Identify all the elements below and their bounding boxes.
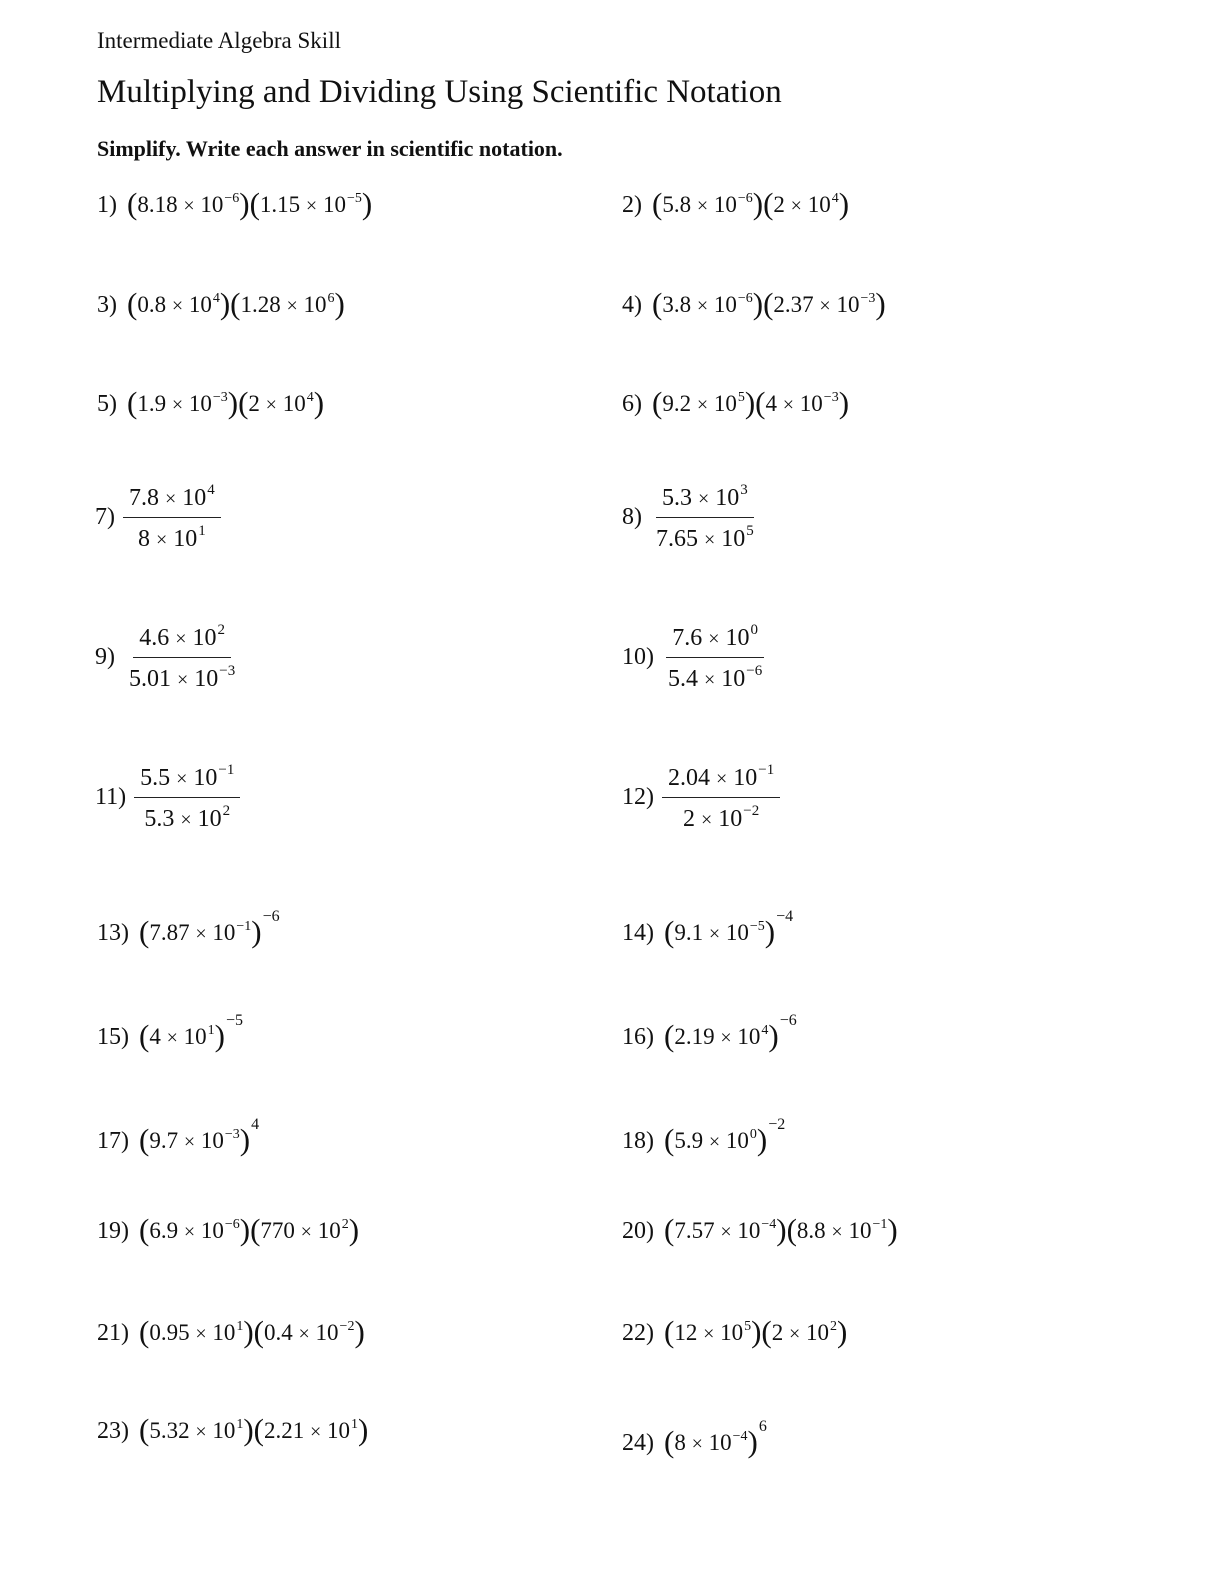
product-expression: $(6.9 \times 10^{-6})(770 \times 10^2)$: [139, 1212, 360, 1247]
course-subtitle: Intermediate Algebra Skill: [97, 28, 341, 53]
numerator: $5.5 \times 10^{-1}$: [134, 762, 240, 798]
exponent: 1: [198, 523, 206, 539]
problem-number: 3): [97, 292, 117, 318]
coefficient: 2: [773, 192, 785, 217]
problem-2: [622, 186, 849, 222]
problem-24: [622, 1418, 767, 1460]
product-expression: $(7.57 \times 10^{-4})(8.8 \times 10^{-1})$: [664, 1212, 898, 1247]
exponent: −5: [346, 191, 362, 206]
product-expression: $(9.2 \times 10^5)(4 \times 10^{-3})$: [652, 385, 850, 420]
power-expression: $(7.87 \times 10^{-1})^{-6}$: [139, 908, 280, 949]
coefficient: 2: [771, 1320, 784, 1345]
exponent: 5: [737, 390, 745, 405]
power-expression: $(9.7 \times 10^{-3})^4$: [139, 1116, 260, 1157]
problem-number: 23): [97, 1418, 129, 1444]
problem-21: [97, 1314, 365, 1350]
product-expression: $(12 \times 10^5)(2 \times 10^2)$: [664, 1314, 848, 1349]
exponent: 4: [306, 390, 314, 405]
denominator: $5.3 \times 10^2$: [144, 803, 231, 832]
exponent: −5: [749, 919, 765, 934]
fraction: [662, 622, 768, 693]
outer-exponent: −6: [262, 908, 280, 925]
coefficient: 5.9: [674, 1128, 704, 1153]
exponent: −3: [823, 390, 839, 405]
fraction: [650, 482, 760, 553]
coefficient: 12: [674, 1320, 698, 1345]
problem-number: 22): [622, 1320, 654, 1346]
exponent: −3: [860, 291, 876, 306]
exponent: −6: [737, 191, 753, 206]
numerator: $7.8 \times 10^4$: [123, 482, 221, 518]
fraction: [134, 762, 240, 833]
fraction: [662, 762, 780, 833]
outer-exponent: 4: [251, 1116, 260, 1133]
problem-number: 24): [622, 1430, 654, 1456]
problem-number: 18): [622, 1128, 654, 1154]
exponent: 1: [351, 1417, 359, 1432]
coefficient: 9.1: [674, 920, 704, 945]
problem-number: 7): [95, 504, 115, 530]
coefficient: 0.95: [149, 1320, 190, 1345]
exponent: 4: [761, 1023, 769, 1038]
problem-number: 10): [622, 644, 654, 670]
fraction: [123, 482, 221, 553]
product-expression: $(0.95 \times 10^1)(0.4 \times 10^{-2})$: [139, 1314, 365, 1349]
exponent: −1: [872, 1217, 888, 1232]
problem-20: [622, 1212, 898, 1248]
power-expression: $(5.9 \times 10^0)^{-2}$: [664, 1116, 786, 1157]
outer-exponent: −4: [776, 908, 794, 925]
problem-number: 5): [97, 391, 117, 417]
coefficient: 7.57: [674, 1218, 715, 1243]
coefficient: 3.8: [662, 292, 692, 317]
coefficient: 2: [248, 391, 260, 416]
exponent: −3: [212, 390, 228, 405]
problem-10: [622, 622, 768, 693]
exponent: 5: [744, 1319, 752, 1334]
exponent: −2: [743, 803, 760, 819]
exponent: −3: [224, 1127, 240, 1142]
problem-13: [97, 908, 280, 950]
problem-number: 13): [97, 920, 129, 946]
product-expression: $(8.18 \times 10^{-6})(1.15 \times 10^{-5})$: [127, 186, 373, 221]
exponent: −1: [236, 919, 252, 934]
problem-16: [622, 1012, 797, 1054]
exponent: 3: [740, 482, 748, 498]
exponent: 4: [831, 191, 839, 206]
exponent: 1: [207, 1023, 215, 1038]
exponent: −3: [219, 663, 236, 679]
numerator: $5.3 \times 10^3$: [656, 482, 754, 518]
problem-17: [97, 1116, 259, 1158]
problem-number: 15): [97, 1024, 129, 1050]
coefficient: 9.2: [662, 391, 692, 416]
worksheet-title: Multiplying and Dividing Using Scientific Notation: [97, 74, 782, 110]
coefficient: 1.28: [240, 292, 281, 317]
product-expression: $(5.32 \times 10^1)(2.21 \times 10^1)$: [139, 1412, 369, 1447]
problem-number: 19): [97, 1218, 129, 1244]
problem-9: [95, 622, 241, 693]
product-expression: $(3.8 \times 10^{-6})(2.37 \times 10^{-3})$: [652, 286, 886, 321]
exponent: 2: [217, 622, 226, 638]
power-expression: $(4 \times 10^1)^{-5}$: [139, 1012, 243, 1053]
numerator: $4.6 \times 10^2$: [133, 622, 231, 658]
problem-5: [97, 385, 324, 421]
coefficient: 5.32: [149, 1418, 190, 1443]
denominator: $7.65 \times 10^5$: [656, 523, 754, 552]
outer-exponent: −2: [768, 1116, 786, 1133]
problem-23: [97, 1412, 368, 1448]
exponent: −4: [732, 1429, 748, 1444]
exponent: 0: [749, 1127, 757, 1142]
exponent: −6: [224, 1217, 240, 1232]
problem-number: 2): [622, 192, 642, 218]
exponent: 2: [341, 1217, 349, 1232]
problem-number: 21): [97, 1320, 129, 1346]
exponent: 4: [212, 291, 220, 306]
coefficient: 8.18: [137, 192, 178, 217]
problem-18: [622, 1116, 785, 1158]
exponent: 0: [750, 622, 759, 638]
problem-number: 6): [622, 391, 642, 417]
problem-1: [97, 186, 372, 222]
exponent: −1: [218, 762, 235, 778]
exponent: −4: [761, 1217, 777, 1232]
problem-4: [622, 286, 886, 322]
problem-7: [95, 482, 221, 553]
problem-number: 14): [622, 920, 654, 946]
problem-number: 9): [95, 644, 115, 670]
problem-number: 12): [622, 784, 654, 810]
problem-3: [97, 286, 345, 322]
denominator: $2 \times 10^{-2}$: [683, 803, 760, 832]
coefficient: 5.8: [662, 192, 692, 217]
product-expression: $(5.8 \times 10^{-6})(2 \times 10^4)$: [652, 186, 850, 221]
coefficient: 2.19: [674, 1024, 715, 1049]
coefficient: 9.7: [149, 1128, 179, 1153]
exponent: 5: [746, 523, 754, 539]
problem-12: [622, 762, 780, 833]
power-expression: $(2.19 \times 10^4)^{-6}$: [664, 1012, 797, 1053]
exponent: 1: [236, 1417, 244, 1432]
denominator: $8 \times 10^1$: [138, 523, 206, 552]
product-expression: $(0.8 \times 10^4)(1.28 \times 10^6)$: [127, 286, 345, 321]
exponent: 6: [327, 291, 335, 306]
exponent: −6: [224, 191, 240, 206]
outer-exponent: −5: [225, 1012, 243, 1029]
numerator: $2.04 \times 10^{-1}$: [662, 762, 780, 798]
coefficient: 0.4: [264, 1320, 293, 1345]
outer-exponent: 6: [758, 1418, 767, 1435]
problem-11: [95, 762, 240, 833]
problem-8: [622, 482, 760, 553]
problem-15: [97, 1012, 243, 1054]
exponent: 2: [830, 1319, 838, 1334]
exponent: −6: [737, 291, 753, 306]
problem-19: [97, 1212, 359, 1248]
exponent: −6: [746, 663, 763, 679]
coefficient: 770: [260, 1218, 295, 1243]
denominator: $5.4 \times 10^{-6}$: [668, 663, 763, 692]
product-expression: $(1.9 \times 10^{-3})(2 \times 10^4)$: [127, 385, 325, 420]
problem-number: 20): [622, 1218, 654, 1244]
exponent: −1: [758, 762, 775, 778]
numerator: $7.6 \times 10^0$: [666, 622, 764, 658]
coefficient: 4: [149, 1024, 161, 1049]
exponent: 2: [222, 803, 231, 819]
coefficient: 7.87: [149, 920, 190, 945]
coefficient: 6.9: [149, 1218, 179, 1243]
outer-exponent: −6: [779, 1012, 797, 1029]
fraction: [123, 622, 241, 693]
exponent: 1: [236, 1319, 244, 1334]
power-expression: $(9.1 \times 10^{-5})^{-4}$: [664, 908, 794, 949]
coefficient: 2.21: [264, 1418, 305, 1443]
coefficient: 8: [674, 1430, 686, 1455]
problem-number: 4): [622, 292, 642, 318]
problem-number: 1): [97, 192, 117, 218]
coefficient: 8.8: [796, 1218, 826, 1243]
exponent: 4: [207, 482, 215, 498]
coefficient: 2.37: [773, 292, 814, 317]
denominator: $5.01 \times 10^{-3}$: [129, 663, 236, 692]
instructions: Simplify. Write each answer in scientific notation.: [97, 136, 563, 161]
coefficient: 1.9: [137, 391, 167, 416]
exponent: −2: [339, 1319, 355, 1334]
problem-number: 8): [622, 504, 642, 530]
coefficient: 1.15: [259, 192, 301, 217]
problem-number: 17): [97, 1128, 129, 1154]
coefficient: 4: [765, 391, 778, 416]
problem-22: [622, 1314, 847, 1350]
coefficient: 0.8: [137, 292, 167, 317]
problem-14: [622, 908, 793, 950]
power-expression: $(8 \times 10^{-4})^6$: [664, 1418, 767, 1459]
problem-6: [622, 385, 849, 421]
problem-number: 16): [622, 1024, 654, 1050]
problem-number: 11): [95, 784, 127, 810]
